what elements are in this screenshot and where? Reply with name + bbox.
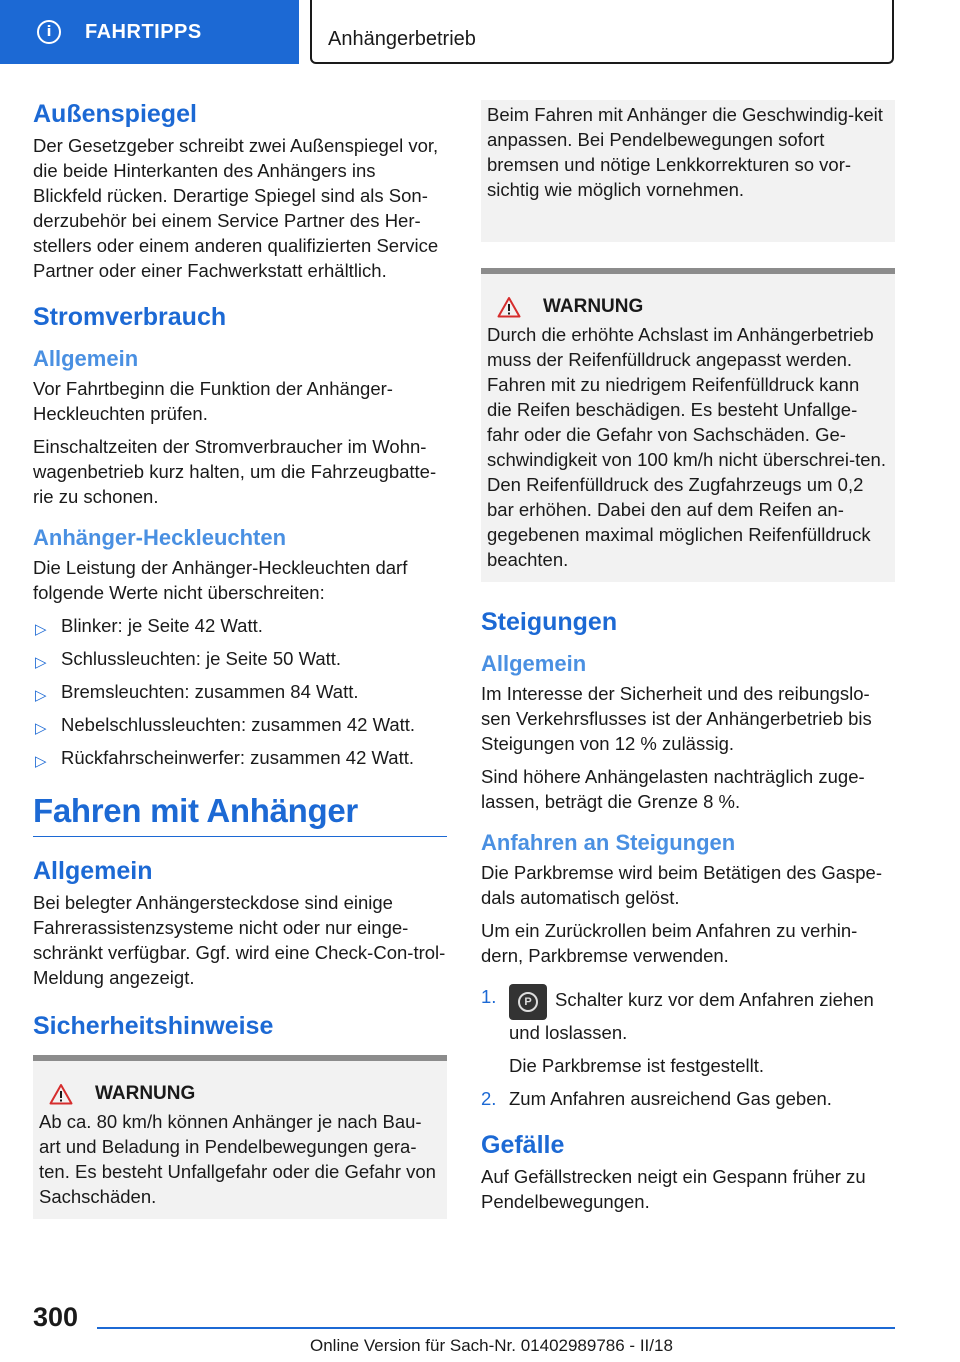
warning-text: Durch die erhöhte Achslast im Anhängerbetrieb muss der Reifenfülldruck angepasst werden. Fahren mit zu niedrigem Reifenfülldruck kann die Reifen beschädigen. Es besteht Unfallge-fahr oder die Gefahr von Sachschäden. Ge-schwindigkeit von 100 km/h nicht überschrei-ten. Den Reifenfülldruck des Zugfahrzeugs um 0,2 bar erhöhen. Dabei den auf dem Reifen an-gegebenen maximal möglichen Reifenfülldruck beachten. [487,324,886,570]
heading-aussenspiegel: Außenspiegel [33,100,197,128]
step-subtext: Die Parkbremse ist festgestellt. [509,1055,764,1076]
warning-header [497,296,889,318]
right-column [481,100,895,1222]
gefaelle-text: Auf Gefällstrecken neigt ein Gespann früher zu Pendelbewegungen. [481,1166,866,1212]
triangle-bullet-icon: ▷ [35,686,47,704]
steigungen-p2: Sind höhere Anhängelasten nachträglich zuge-lassen, beträgt die Grenze 8 %. [481,766,865,812]
section-tab-label: FAHRTIPPS [85,20,202,43]
warning-triangle-icon [497,296,521,318]
warning-box-2 [481,268,895,582]
anfahren-steps [481,984,895,1111]
warning-box-1 [33,1055,447,1219]
chapter-header [310,0,894,64]
chapter-title: Anhängerbetrieb [328,28,476,50]
footer-version: Online Version für Sach-Nr. 01402989786 - II/18 [310,1336,673,1355]
step-text: Schalter kurz vor dem Anfahren ziehen und loslassen. [509,989,874,1043]
section-tab [0,0,299,64]
step-text: Zum Anfahren ausreichend Gas geben. [509,1088,832,1109]
heading-steigungen: Steigungen [481,608,618,636]
heading-heckleuchten: Anhänger-Heckleuchten [33,525,287,550]
list-item [481,984,895,1078]
triangle-bullet-icon: ▷ [35,719,47,737]
anfahren-p2: Um ein Zurückrollen beim Anfahren zu verhin-dern, Parkbremse verwenden. [481,920,858,966]
parking-brake-icon: P [509,984,547,1020]
heckleuchten-intro: Die Leistung der Anhänger-Heckleuchten darf folgende Werte nicht überschreiten: [33,557,408,603]
warning-text: Ab ca. 80 km/h können Anhänger je nach Bau-art und Beladung in Pendelbewegungen gera-ten. Es besteht Unfallgefahr oder die Gefahr von Sachschäden. [39,1111,436,1207]
list-item: ▷ Bremsleuchten: zusammen 84 Watt. [33,679,447,704]
steigungen-p1: Im Interesse der Sicherheit und des reibungslo-sen Verkehrsflusses ist der Anhängerbetrieb bis Steigungen von 12 % zulässig. [481,683,872,754]
allgemein-p2: Einschaltzeiten der Stromverbraucher im Wohn-wagenbetrieb kurz halten, um die Fahrzeugbatte-rie zu schonen. [33,436,437,507]
fahren-allgemein-text: Bei belegter Anhängersteckdose sind einige Fahrerassistenzsysteme nicht oder nur einge-schränkt verfügbar. Ggf. wird eine Check-Con-trol-Meldung angezeigt. [33,892,446,988]
warning-title: WARNUNG [95,1083,196,1104]
allgemein-p1: Vor Fahrtbeginn die Funktion der Anhänger-Heckleuchten prüfen. [33,378,393,424]
heckleuchten-list [33,613,447,770]
list-item: ▷ Blinker: je Seite 42 Watt. [33,613,447,638]
triangle-bullet-icon: ▷ [35,752,47,770]
list-item: ▷ Rückfahrscheinwerfer: zusammen 42 Watt. [33,745,447,770]
warning-continued-text: Beim Fahren mit Anhänger die Geschwindig-keit anpassen. Bei Pendelbewegungen sofort bremsen und nötige Lenkkorrekturen so vor-sichtig wie möglich vornehmen. [487,104,883,200]
step-number: 1. [481,986,497,1007]
heading-allgemein-fahren: Allgemein [33,857,153,885]
step-number: 2. [481,1088,497,1109]
list-item [481,1086,895,1111]
heading-allgemein-steigungen: Allgemein [481,651,587,676]
warning-box-1-continued [481,100,895,242]
warning-title: WARNUNG [543,296,644,317]
info-icon: i [37,20,61,44]
heading-gefaelle: Gefälle [481,1131,565,1159]
list-item: ▷ Schlussleuchten: je Seite 50 Watt. [33,646,447,671]
heading-fahren-mit-anhaenger: Fahren mit Anhänger [33,792,447,837]
warning-header [49,1083,441,1105]
heading-stromverbrauch: Stromverbrauch [33,303,227,331]
heading-sicherheitshinweise: Sicherheitshinweise [33,1012,274,1040]
heading-anfahren: Anfahren an Steigungen [481,830,736,855]
anfahren-p1: Die Parkbremse wird beim Betätigen des Gaspe-dals automatisch gelöst. [481,862,883,908]
warning-triangle-icon [49,1083,73,1105]
page-number: 300 [33,1302,79,1332]
list-item: ▷ Nebelschlussleuchten: zusammen 42 Watt. [33,712,447,737]
heading-allgemein-strom: Allgemein [33,346,139,371]
triangle-bullet-icon: ▷ [35,653,47,671]
footer-divider [97,1327,895,1329]
left-column [33,100,447,1233]
aussenspiegel-text: Der Gesetzgeber schreibt zwei Außenspiegel vor, die beide Hinterkanten des Anhängers ins Blickfeld rücken. Derartige Spiegel sind als Son-derzubehör bei einem Service Partner des Her-stellers oder einem anderen qualifizierten Service Partner oder einer Fachwerkstatt erhältlich. [33,135,439,281]
triangle-bullet-icon: ▷ [35,620,47,638]
